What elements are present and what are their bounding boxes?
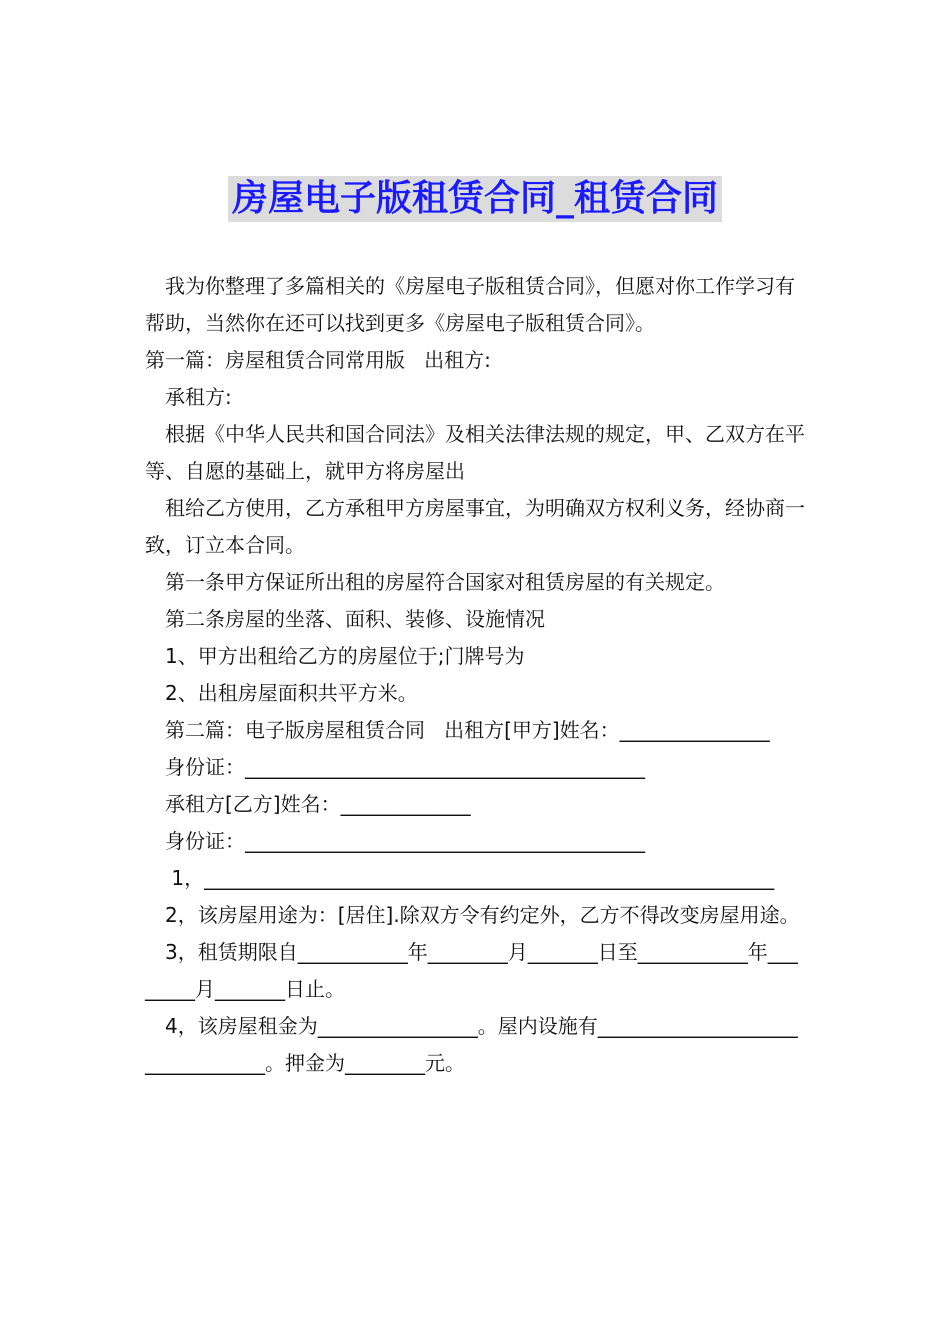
document-title-text: 房屋电子版租赁合同_租赁合同 [228,176,722,222]
article-one: 第一条甲方保证所出租的房屋符合国家对租赁房屋的有关规定。 [165,570,725,594]
clause-2-usage: 2，该房屋用途为：[居住].除双方令有约定外，乙方不得改变房屋用途。 [165,903,800,927]
clause-3-term: 3，租赁期限自___________年________月_______日至___________年________月_______日止。 [145,940,798,1001]
document-title [0,176,950,222]
lessee-id-line: 身份证：________________________________________ [165,829,645,853]
lessee-line: 承租方: [165,385,232,409]
lessee-name-line: 承租方[乙方]姓名：_____________ [165,792,471,816]
legal-basis-paragraph: 根据《中华人民共和国合同法》及相关法律法规的规定，甲、乙双方在平等、自愿的基础上，就甲方将房屋出 [145,422,805,483]
clause-1: 1，_________________________________________________________ [165,866,775,890]
intro-paragraph: 我为你整理了多篇相关的《房屋电子版租赁合同》，但愿对你工作学习有帮助，当然你在还可以找到更多《房屋电子版租赁合同》。 [145,274,795,335]
chapter-two-heading: 第二篇：电子版房屋租赁合同 出租方[甲方]姓名：_______________ [165,718,770,742]
article-two: 第二条房屋的坐落、面积、装修、设施情况 [165,607,545,631]
document-body [145,268,807,1082]
article-two-item-1: 1、甲方出租给乙方的房屋位于;门牌号为 [165,644,525,668]
purpose-paragraph: 租给乙方使用，乙方承租甲方房屋事宜，为明确双方权利义务，经协商一致，订立本合同。 [145,496,805,557]
lessor-id-line: 身份证：________________________________________ [165,755,645,779]
clause-4-rent: 4，该房屋租金为________________。屋内设施有________________________________。押金为________元。 [145,1014,798,1075]
chapter-one-heading: 第一篇：房屋租赁合同常用版 出租方: [145,348,491,372]
article-two-item-2: 2、出租房屋面积共平方米。 [165,681,418,705]
